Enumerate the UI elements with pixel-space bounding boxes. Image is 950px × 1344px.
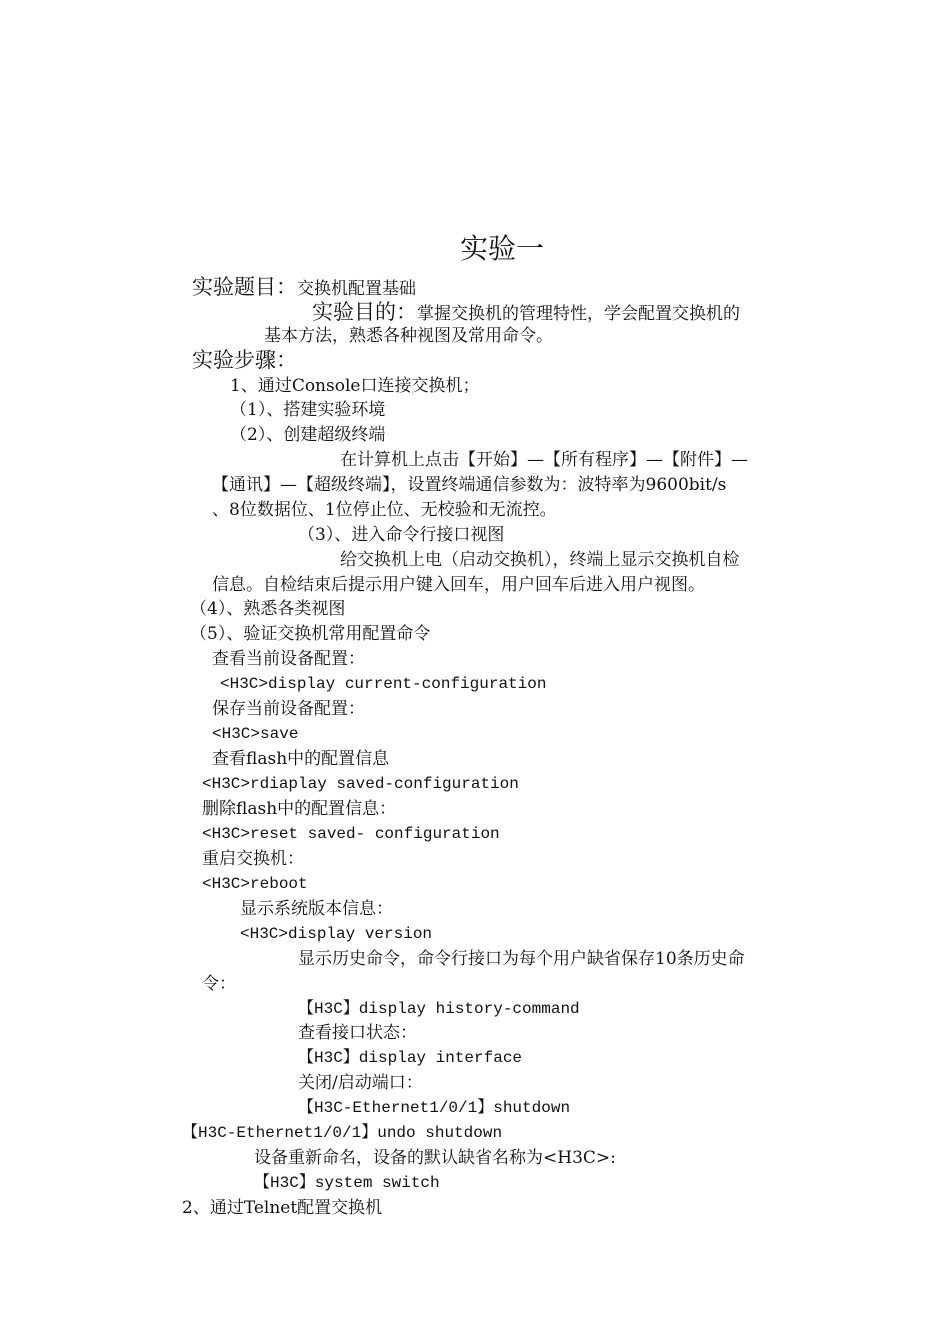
history-label-1: 显示历史命令，命令行接口为每个用户缺省保存10条历史命 xyxy=(298,949,745,969)
step-1-2-text-2: 【通讯】—【超级终端】，设置终端通信参数为：波特率为9600bit/s xyxy=(212,475,727,495)
step-1-3: （3）、进入命令行接口视图 xyxy=(298,525,505,545)
flash-config-label: 查看flash中的配置信息 xyxy=(212,749,390,769)
flash-config-command: <H3C>rdiaplay saved-configuration xyxy=(202,775,519,793)
undo-shutdown-command: 【H3C-Ethernet1/0/1】undo shutdown xyxy=(182,1124,503,1142)
step-1-4: （4）、熟悉各类视图 xyxy=(190,599,346,619)
step-1-2-text-1: 在计算机上点击【开始】—【所有程序】—【附件】— xyxy=(340,450,748,470)
steps-label: 实验步骤： xyxy=(192,348,297,372)
step-1-2: （2）、创建超级终端 xyxy=(230,425,386,445)
step-1-2-text-3: 、8位数据位、1位停止位、无校验和无流控。 xyxy=(212,500,557,520)
view-config-command: <H3C>display current-configuration xyxy=(220,675,547,693)
step-1-3-text-1: 给交换机上电（启动交换机），终端上显示交换机自检 xyxy=(340,550,740,570)
interface-command: 【H3C】display interface xyxy=(298,1049,523,1067)
rename-label: 设备重新命名，设备的默认缺省名称为<H3C>: xyxy=(254,1148,616,1168)
step-1-5: （5）、验证交换机常用配置命令 xyxy=(190,624,431,644)
port-label: 关闭/启动端口： xyxy=(298,1073,423,1093)
step-1-3-text-2: 信息。自检结束后提示用户键入回车，用户回车后进入用户视图。 xyxy=(212,575,705,595)
step-1: 1、通过Console口连接交换机； xyxy=(230,376,480,396)
purpose-text-1: 掌握交换机的管理特性，学会配置交换机的 xyxy=(417,304,740,324)
history-label-2: 令： xyxy=(202,974,236,994)
purpose-text-2: 基本方法，熟悉各种视图及常用命令。 xyxy=(264,326,553,346)
rename-command: 【H3C】system switch xyxy=(254,1174,440,1192)
shutdown-command: 【H3C-Ethernet1/0/1】shutdown xyxy=(298,1099,571,1117)
topic-line xyxy=(192,274,416,301)
delete-config-label: 删除flash中的配置信息： xyxy=(202,799,397,819)
step-2: 2、通过Telnet配置交换机 xyxy=(182,1198,383,1218)
topic-label: 实验题目： xyxy=(192,275,297,299)
interface-label: 查看接口状态： xyxy=(298,1023,417,1043)
version-label: 显示系统版本信息： xyxy=(240,899,393,919)
reboot-label: 重启交换机： xyxy=(202,849,304,869)
history-command: 【H3C】display history-command xyxy=(298,1000,580,1018)
page-title: 实验一 xyxy=(460,232,545,265)
purpose-label: 实验目的： xyxy=(312,300,417,324)
purpose-line xyxy=(312,299,740,326)
reboot-command: <H3C>reboot xyxy=(202,875,308,893)
topic-value: 交换机配置基础 xyxy=(297,279,416,299)
view-config-label: 查看当前设备配置： xyxy=(212,649,365,669)
save-config-command: <H3C>save xyxy=(212,725,299,743)
save-config-label: 保存当前设备配置： xyxy=(212,699,365,719)
version-command: <H3C>display version xyxy=(240,925,433,943)
delete-config-command: <H3C>reset saved- configuration xyxy=(202,825,500,843)
step-1-1: （1）、搭建实验环境 xyxy=(230,400,386,420)
